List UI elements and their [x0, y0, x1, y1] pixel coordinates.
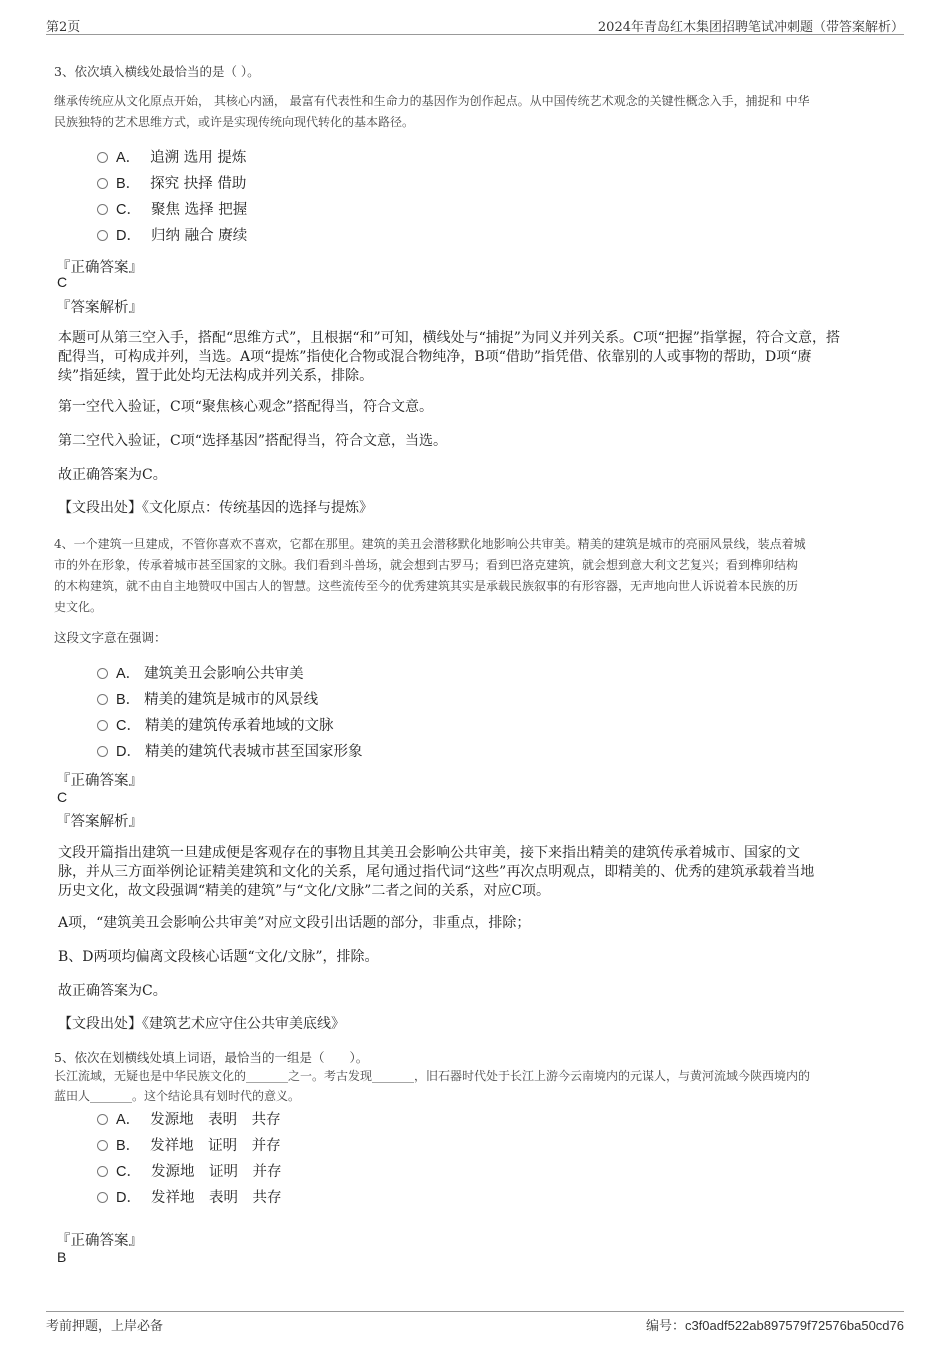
radio-icon[interactable]: [97, 1114, 108, 1125]
page-number: 第2页: [46, 20, 81, 35]
document-code: 编号：c3f0adf522ab897579f72576ba50cd76: [645, 1318, 904, 1333]
q4-analysis-line: 脉，并从三方面举例论证精美建筑和文化的关系，尾句通过指代词“这些”再次点明观点，即精美的、优秀的建筑承载着当地: [58, 864, 815, 880]
q4-option-c[interactable]: C． 精美的建筑传承着地域的文脉: [97, 715, 333, 737]
q5-stem: 5、依次在划横线处填上词语，最恰当的一组是（ ）。: [54, 1050, 369, 1065]
q5-option-b[interactable]: B． 发祥地 证明 并存: [97, 1135, 281, 1157]
q3-option-b[interactable]: B． 探究 抉择 借助: [97, 173, 246, 195]
q3-analysis: [58, 329, 908, 386]
q3-stem: 3、依次填入横线处最恰当的是（ ）。: [54, 64, 260, 79]
q4-conclusion: 故正确答案为C。: [58, 983, 167, 999]
q5-answer-label: 『正确答案』: [56, 1233, 143, 1249]
q4-check-1: A项，“建筑美丑会影响公共审美”对应文段引出话题的部分，非重点，排除；: [58, 915, 531, 931]
q5-option-c[interactable]: C． 发源地 证明 并存: [97, 1161, 281, 1183]
radio-icon[interactable]: [97, 1166, 108, 1177]
q3-analysis-label: 『答案解析』: [56, 300, 143, 316]
q4-analysis: [58, 844, 908, 901]
radio-icon[interactable]: [97, 720, 108, 731]
q4-passage-line: 4、一个建筑一旦建成，不管你喜欢不喜欢，它都在那里。建筑的美丑会潜移默化地影响公共审美。精美的建筑是城市的亮丽风景线，装点着城: [54, 537, 806, 551]
page-footer: [46, 1311, 904, 1336]
q4-answer: C: [57, 789, 68, 805]
radio-icon[interactable]: [97, 1192, 108, 1203]
page-header: [46, 14, 904, 35]
q3-option-a[interactable]: A． 追溯 选用 提炼: [97, 147, 246, 169]
q3-option-d[interactable]: D． 归纳 融合 赓续: [97, 225, 247, 247]
q4-option-b[interactable]: B． 精美的建筑是城市的风景线: [97, 689, 318, 711]
q4-analysis-line: 文段开篇指出建筑一旦建成便是客观存在的事物且其美丑会影响公共审美，接下来指出精美的建筑传承着城市、国家的文: [58, 845, 800, 861]
q3-answer: C: [57, 274, 68, 290]
q3-check-1: 第一空代入验证，C项“聚焦核心观念”搭配得当，符合文意。: [58, 399, 434, 415]
q4-question: 这段文字意在强调：: [54, 630, 167, 645]
radio-icon[interactable]: [97, 230, 108, 241]
q3-source: 【文段出处】《文化原点：传统基因的选择与提炼》: [58, 500, 373, 516]
q5-passage-line: 蓝田人_______。这个结论具有划时代的意义。: [54, 1089, 301, 1103]
q4-analysis-line: 历史文化，故文段强调“精美的建筑”与“文化/文脉”二者之间的关系，对应C项。: [58, 883, 551, 899]
q3-passage: [54, 91, 904, 133]
radio-icon[interactable]: [97, 178, 108, 189]
radio-icon[interactable]: [97, 204, 108, 215]
q4-analysis-label: 『答案解析』: [56, 814, 143, 830]
q3-passage-line: 继承传统应从文化原点开始， 其核心内涵， 最富有代表性和生命力的基因作为创作起点。从中国传统艺术观念的关键性概念入手，捕捉和 中华: [54, 94, 810, 108]
q4-option-a[interactable]: A． 建筑美丑会影响公共审美: [97, 663, 304, 685]
q3-analysis-line: 配得当，可构成并列，当选。A项“提炼”指使化合物或混合物纯净，B项“借助”指凭借、依靠别的人或事物的帮助，D项“赓: [58, 349, 812, 365]
footer-slogan: 考前押题，上岸必备: [46, 1319, 164, 1334]
radio-icon[interactable]: [97, 1140, 108, 1151]
q3-analysis-line: 本题可从第三空入手，搭配“思维方式”，且根据“和”可知，横线处与“捕捉”为同义并列关系。C项“把握”指掌握，符合文意，搭: [58, 330, 840, 346]
radio-icon[interactable]: [97, 694, 108, 705]
q4-answer-label: 『正确答案』: [56, 773, 143, 789]
radio-icon[interactable]: [97, 152, 108, 163]
q3-analysis-line: 续”指延续，置于此处均无法构成并列关系，排除。: [58, 368, 374, 384]
q4-passage: [54, 534, 904, 618]
q4-passage-line: 市的外在形象，传承着城市甚至国家的文脉。我们看到斗兽场，就会想到古罗马；看到巴洛克建筑，就会想到意大利文艺复兴；看到榫卯结构: [54, 558, 799, 572]
q5-answer: B: [57, 1249, 67, 1265]
q3-check-2: 第二空代入验证，C项“选择基因”搭配得当，符合文意，当选。: [58, 433, 448, 449]
radio-icon[interactable]: [97, 668, 108, 679]
q5-option-a[interactable]: A． 发源地 表明 共存: [97, 1109, 281, 1131]
radio-icon[interactable]: [97, 746, 108, 757]
q3-passage-line: 民族独特的艺术思维方式，或许是实现传统向现代转化的基本路径。: [54, 115, 415, 129]
q5-passage: [54, 1066, 904, 1106]
q4-option-d[interactable]: D． 精美的建筑代表城市甚至国家形象: [97, 741, 362, 763]
q4-check-2: B、D两项均偏离文段核心话题“文化/文脉”，排除。: [58, 949, 379, 965]
q5-option-d[interactable]: D． 发祥地 表明 共存: [97, 1187, 281, 1209]
document-title: 2024年青岛红木集团招聘笔试冲刺题（带答案解析）: [597, 20, 904, 35]
q4-source: 【文段出处】《建筑艺术应守住公共审美底线》: [58, 1016, 345, 1032]
q4-passage-line: 的木构建筑，就不由自主地赞叹中国古人的智慧。这些流传至今的优秀建筑其实是承载民族叙事的有形容器，无声地向世人诉说着本民族的历: [54, 579, 799, 593]
q4-passage-line: 史文化。: [54, 600, 103, 614]
q5-passage-line: 长江流域，无疑也是中华民族文化的_______之一。考古发现_______，旧石器时代处于长江上游今云南境内的元谋人，与黄河流域今陕西境内的: [54, 1069, 811, 1083]
q3-conclusion: 故正确答案为C。: [58, 467, 167, 483]
q3-option-c[interactable]: C． 聚焦 选择 把握: [97, 199, 247, 221]
q3-answer-label: 『正确答案』: [56, 260, 143, 276]
